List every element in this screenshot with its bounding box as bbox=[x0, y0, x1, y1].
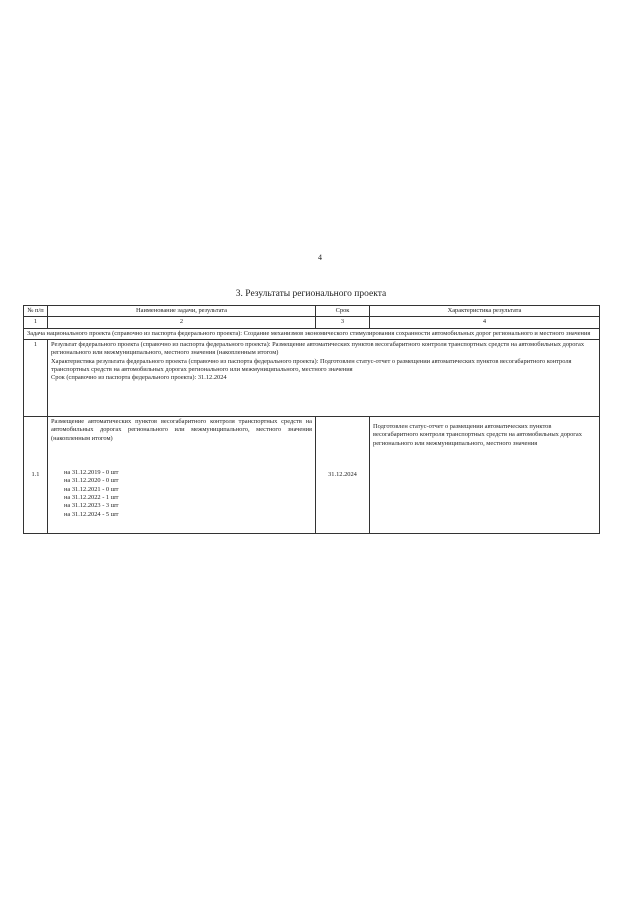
federal-result-number: 1 bbox=[24, 339, 48, 416]
value-item: на 31.12.2023 - 3 шт bbox=[64, 502, 119, 510]
regional-result-number: 1.1 bbox=[24, 416, 48, 533]
value-item: на 31.12.2021 - 0 шт bbox=[64, 485, 119, 493]
federal-result-text: Результат федерального проекта (справочно из паспорта федерального проекта): Размещение автоматических пунктов весогабаритного контроля транспортных средств на автомобильных дорогах регионального или межмуниципального, местного значения (накопленным итогом) bbox=[51, 340, 585, 357]
column-number: 4 bbox=[370, 317, 600, 328]
federal-result-cell bbox=[48, 339, 600, 416]
federal-result-row bbox=[24, 339, 600, 416]
column-number: 1 bbox=[24, 317, 48, 328]
column-number-row bbox=[24, 317, 600, 328]
federal-result-characteristic: Характеристика результата федерального проекта (справочно из паспорта федерального проекта): Подготовлен статус-отчет о размещении автоматических пунктов весогабаритного контроля транспортных средств на автомобильных дорогах регионального или межмуниципального, местного значения bbox=[51, 357, 572, 373]
column-number: 2 bbox=[48, 317, 316, 328]
federal-result-deadline: Срок (справочно из паспорта федерального проекта): 31.12.2024 bbox=[51, 374, 227, 382]
regional-result-values bbox=[51, 469, 312, 519]
regional-result-characteristic: Подготовлен статус-отчет о размещении автоматических пунктов весогабаритного контроля транспортных средств на автомобильных дорогах регионального или межмуниципального, местного значения bbox=[373, 422, 582, 447]
task-text: Задача национального проекта (справочно из паспорта федерального проекта): Создание механизмов экономического стимулирования сохранности автомобильных дорог регионального и местного значения bbox=[24, 328, 600, 339]
regional-result-row bbox=[24, 416, 600, 533]
value-item: на 31.12.2022 - 1 шт bbox=[64, 493, 119, 501]
page-number: 4 bbox=[318, 253, 322, 262]
column-number: 3 bbox=[316, 317, 370, 328]
value-item: на 31.12.2019 - 0 шт bbox=[64, 468, 119, 476]
header-characteristic: Характеристика результата bbox=[370, 306, 600, 317]
header-number: № п/п bbox=[24, 306, 48, 317]
header-deadline: Срок bbox=[316, 306, 370, 317]
results-table bbox=[23, 305, 600, 534]
section-title: 3. Результаты регионального проекта bbox=[235, 289, 387, 299]
value-item: на 31.12.2020 - 0 шт bbox=[64, 477, 119, 485]
regional-result-characteristic-cell bbox=[370, 416, 600, 533]
task-row bbox=[24, 328, 600, 339]
table-header-row bbox=[24, 306, 600, 317]
regional-result-deadline: 31.12.2024 bbox=[316, 416, 370, 533]
header-name: Наименование задачи, результата bbox=[48, 306, 316, 317]
regional-result-name: Размещение автоматических пунктов весогабаритного контроля транспортных средств на автомобильных дорогах регионального или межмуниципального, местного значения (накопленным итогом) bbox=[51, 417, 312, 442]
value-item: на 31.12.2024 - 5 шт bbox=[64, 510, 119, 518]
regional-result-name-cell bbox=[48, 416, 316, 533]
